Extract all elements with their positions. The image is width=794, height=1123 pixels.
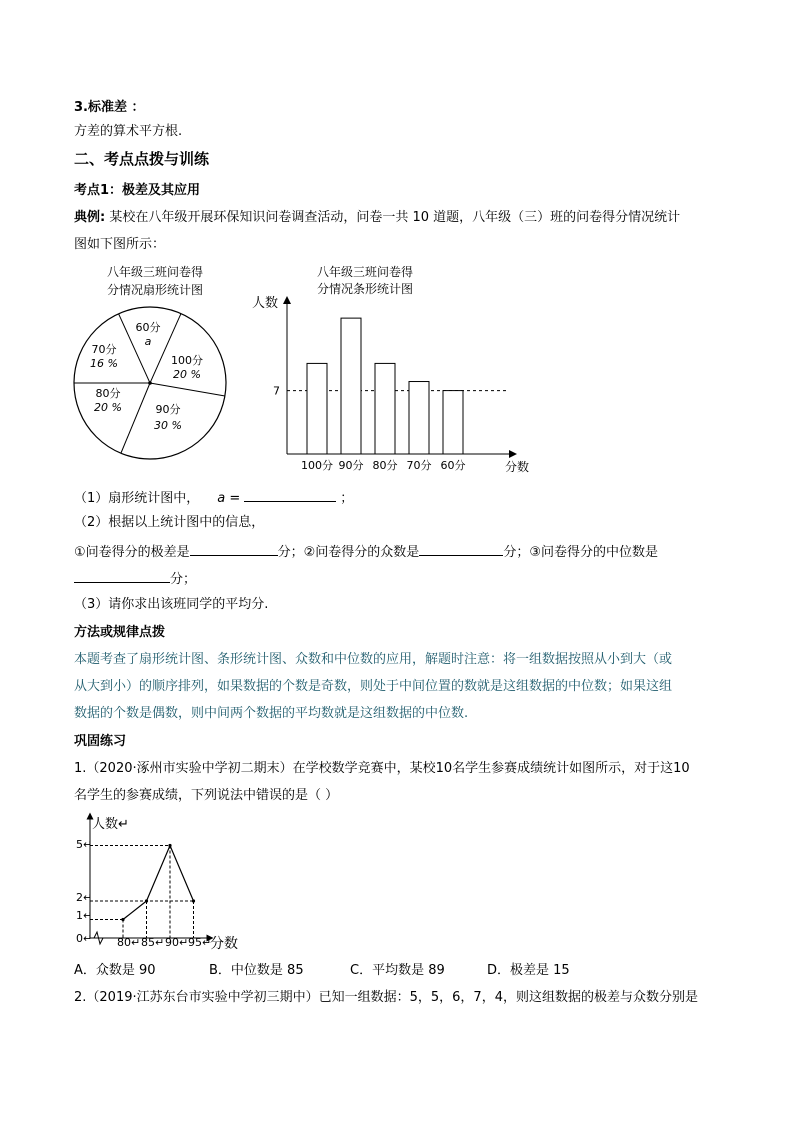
q3-text: （3）请你求出该班同学的平均分. [74, 597, 269, 612]
q1-text: （1）扇形统计图中， [74, 491, 200, 506]
option-c[interactable]: C．平均数是 89 [350, 963, 445, 978]
method-line3: 数据的个数是偶数，则中间两个数据的平均数就是这组数据的中位数. [74, 706, 469, 721]
line-x-tick: 80↵ [117, 936, 141, 949]
pie-slice-value: 20 % [94, 401, 122, 414]
q2-range-label: ①问卷得分的极差是 [74, 545, 190, 560]
practice-p1-line2: 名学生的参赛成绩，下列说法中错误的是（ ） [74, 788, 339, 803]
option-a[interactable]: A．众数是 90 [74, 963, 156, 978]
line-x-tick: 95↵ [188, 936, 212, 949]
q2-median-blank[interactable] [74, 568, 170, 583]
bar [375, 363, 395, 454]
example-text: 某校在八年级开展环保知识问卷调查活动，问卷一共 10 道题，八年级（三）班的问卷得分情况统计 [105, 210, 681, 225]
bar-chart [240, 260, 540, 475]
line-point [145, 899, 148, 902]
q2-range-blank[interactable] [190, 541, 278, 556]
practice-p1-line1: 1.（2020·涿州市实验中学初二期末）在学校数学竞赛中，某校10名学生参赛成绩统计如图所示，对于这10 [74, 761, 690, 776]
q1-blank[interactable] [244, 487, 336, 502]
example-line2: 图如下图所示： [74, 237, 166, 252]
method-line1: 本题考查了扇形统计图、条形统计图、众数和中位数的应用，解题时注意：将一组数据按照从小到大（或 [74, 652, 673, 667]
bar [307, 363, 327, 454]
q2-text: （2）根据以上统计图中的信息， [74, 515, 265, 530]
pie-title-1: 八年级三班问卷得 [106, 265, 204, 279]
line-y-tick: 0↵ [76, 932, 93, 945]
part2-title: 二、考点点拨与训练 [74, 150, 210, 168]
q2-median-label: 分；③问卷得分的中位数是 [503, 545, 658, 560]
pie-slice-label: 80分 [95, 387, 121, 400]
method-title: 方法或规律点拨 [74, 625, 166, 640]
q2-mode-blank[interactable] [419, 541, 503, 556]
q2-unit3: 分； [170, 572, 197, 587]
pie-title-2: 分情况扇形统计图 [106, 283, 204, 297]
bar-x-tick: 70分 [406, 459, 432, 472]
bar [443, 391, 463, 454]
method-line2: 从大到小）的顺序排列，如果数据的个数是奇数，则处于中间位置的数就是这组数据的中位数；如果这组 [74, 679, 673, 694]
bar-x-tick: 90分 [338, 459, 364, 472]
line-y-tick: 1↵ [76, 909, 93, 922]
practice-p2-line1: 2.（2019·江苏东台市实验中学初三期中）已知一组数据：5，5，6，7，4，则这组数据的极差与众数分别是 [74, 990, 698, 1005]
option-b[interactable]: B．中位数是 85 [209, 963, 304, 978]
line-y-label: 人数↵ [92, 817, 129, 832]
bar-x-tick: 80分 [372, 459, 398, 472]
pie-slice-value: 30 % [154, 419, 182, 432]
pie-slice-value: a [144, 335, 152, 348]
q1-end: ； [340, 491, 354, 506]
line-x-tick: 85↵ [141, 936, 165, 949]
line-series [123, 846, 194, 920]
pie-slice-label: 60分 [135, 321, 161, 334]
pie-slice-label: 100分 [171, 354, 203, 367]
bar-title-2: 分情况条形统计图 [316, 282, 414, 296]
bar-x-tick: 60分 [440, 459, 466, 472]
bar-title-1: 八年级三班问卷得 [316, 265, 414, 279]
q1-var: a = [217, 491, 241, 506]
pie-divider [150, 383, 225, 396]
line-x-label: 分数 [210, 936, 238, 952]
bar [341, 318, 361, 454]
line-y-tick: 2↵ [76, 891, 93, 904]
kp1-title: 考点1：极差及其应用 [74, 183, 201, 198]
line-x-tick: 90↵ [165, 936, 189, 949]
practice-title: 巩固练习 [74, 734, 127, 749]
q2-line [74, 541, 658, 562]
example-label: 典例: [74, 210, 106, 225]
q2-mode-label: 分；②问卷得分的众数是 [277, 545, 420, 560]
line-y-tick: 5↵ [76, 838, 93, 851]
pie-divider [121, 383, 150, 453]
bar-y-label: 人数 [252, 296, 279, 311]
option-d[interactable]: D．极差是 15 [487, 963, 570, 978]
pie-center [148, 381, 152, 385]
example-line1 [74, 209, 680, 227]
pie-slice-value: 16 % [90, 357, 118, 370]
line-point [168, 844, 171, 847]
sec3-body: 方差的算术平方根. [74, 124, 183, 139]
q2-line2 [74, 568, 196, 589]
bar-ref-label: 7 [273, 384, 280, 398]
bar-x-tick: 100分 [301, 459, 333, 472]
bar [409, 382, 429, 454]
line-chart [70, 810, 250, 955]
pie-slice-label: 90分 [155, 403, 181, 416]
pie-slice-value: 20 % [173, 368, 201, 381]
pie-slice-label: 70分 [91, 343, 117, 356]
pie-chart [60, 260, 240, 465]
sec3-title: 3.标准差 ： [74, 100, 145, 115]
bar-x-label: 分数 [505, 460, 530, 474]
q1-line [74, 487, 353, 508]
line-point [121, 918, 124, 921]
line-point [192, 899, 195, 902]
